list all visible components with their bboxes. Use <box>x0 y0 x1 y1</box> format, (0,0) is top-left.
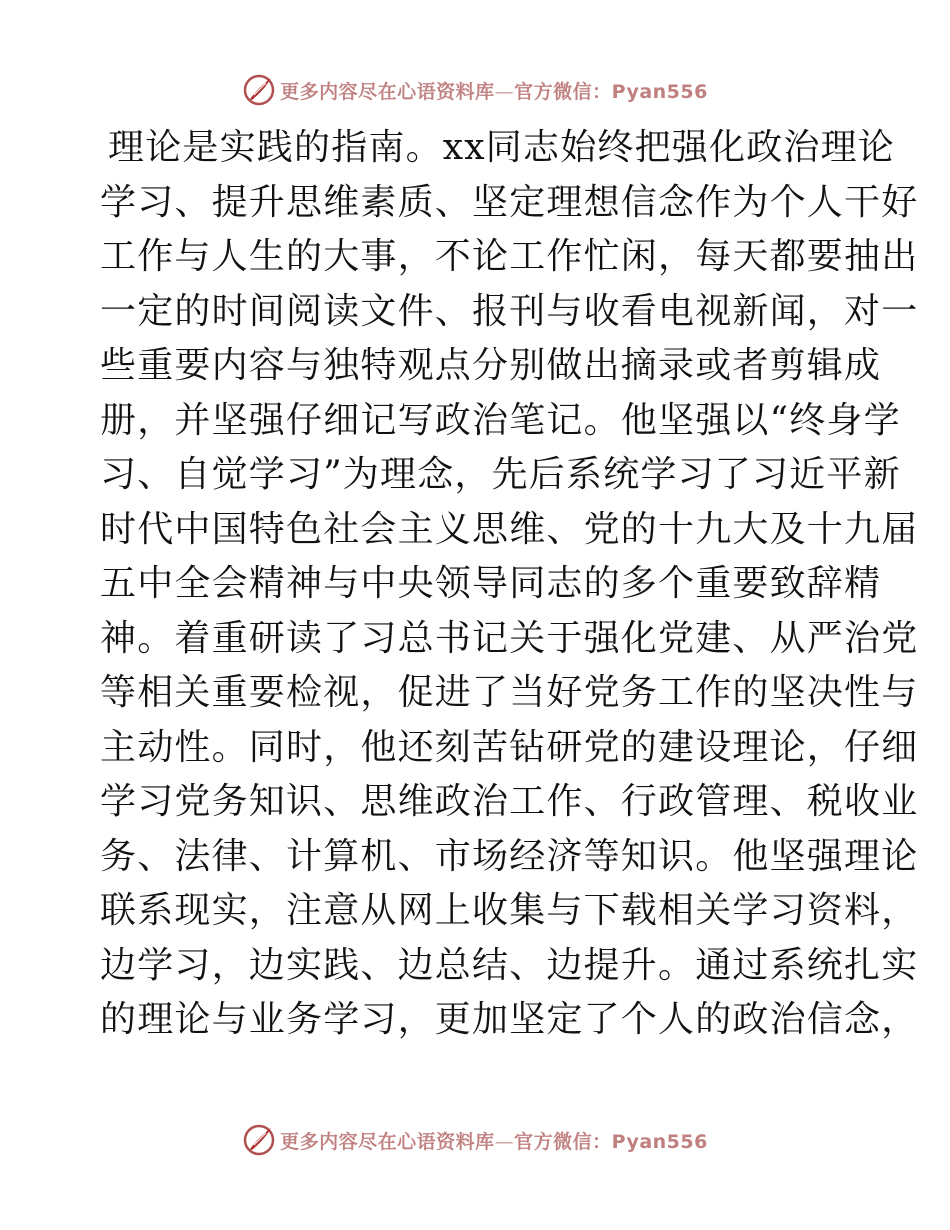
feather-seal-logo-icon <box>242 1123 276 1157</box>
text-line: 学习、提升思维素质、坚定理想信念作为个人干好 <box>100 181 919 223</box>
text-line: 习、自觉学习”为理念，先后系统学习了习近平新 <box>100 454 901 495</box>
text-line: 的理论与业务学习，更加坚定了个人的政治信念， <box>100 999 919 1040</box>
watermark-text: 更多内容尽在心语资料库—官方微信：Pyan556 <box>280 80 708 103</box>
text-line: 边学习，边实践、边总结、边提升。通过系统扎实 <box>100 944 919 986</box>
feather-seal-logo-icon <box>242 73 276 107</box>
text-line: 务、法律、计算机、市场经济等知识。他坚强理论 <box>100 835 919 877</box>
document-body <box>100 121 919 1048</box>
text-line: 学习党务知识、思维政治工作、行政管理、税收业 <box>100 781 919 822</box>
text-line: 工作与人生的大事，不论工作忙闲，每天都要抽出 <box>100 236 919 277</box>
text-line: 五中全会精神与中央领导同志的多个重要致辞精 <box>100 563 882 604</box>
header-watermark <box>0 70 950 110</box>
text-line: 联系现实，注意从网上收集与下载相关学习资料， <box>100 890 919 931</box>
text-line: 册，并坚强仔细记写政治笔记。他坚强以“终身学 <box>100 399 901 441</box>
text-line: 一定的时间阅读文件、报刊与收看电视新闻，对一 <box>100 290 919 332</box>
footer-watermark <box>0 1120 950 1160</box>
text-line: 些重要内容与独特观点分别做出摘录或者剪辑成 <box>100 345 882 386</box>
watermark-text: 更多内容尽在心语资料库—官方微信：Pyan556 <box>280 1130 708 1153</box>
text-line: 等相关重要检视，促进了当好党务工作的坚决性与 <box>100 672 919 713</box>
text-line: 主动性。同时，他还刻苦钻研党的建设理论，仔细 <box>100 726 919 768</box>
text-line: 时代中国特色社会主义思维、党的十九大及十九届 <box>100 508 919 550</box>
text-line: 神。着重研读了习总书记关于强化党建、从严治党 <box>100 617 919 659</box>
text-line: 理论是实践的指南。xx同志始终把强化政治理论 <box>108 127 896 168</box>
